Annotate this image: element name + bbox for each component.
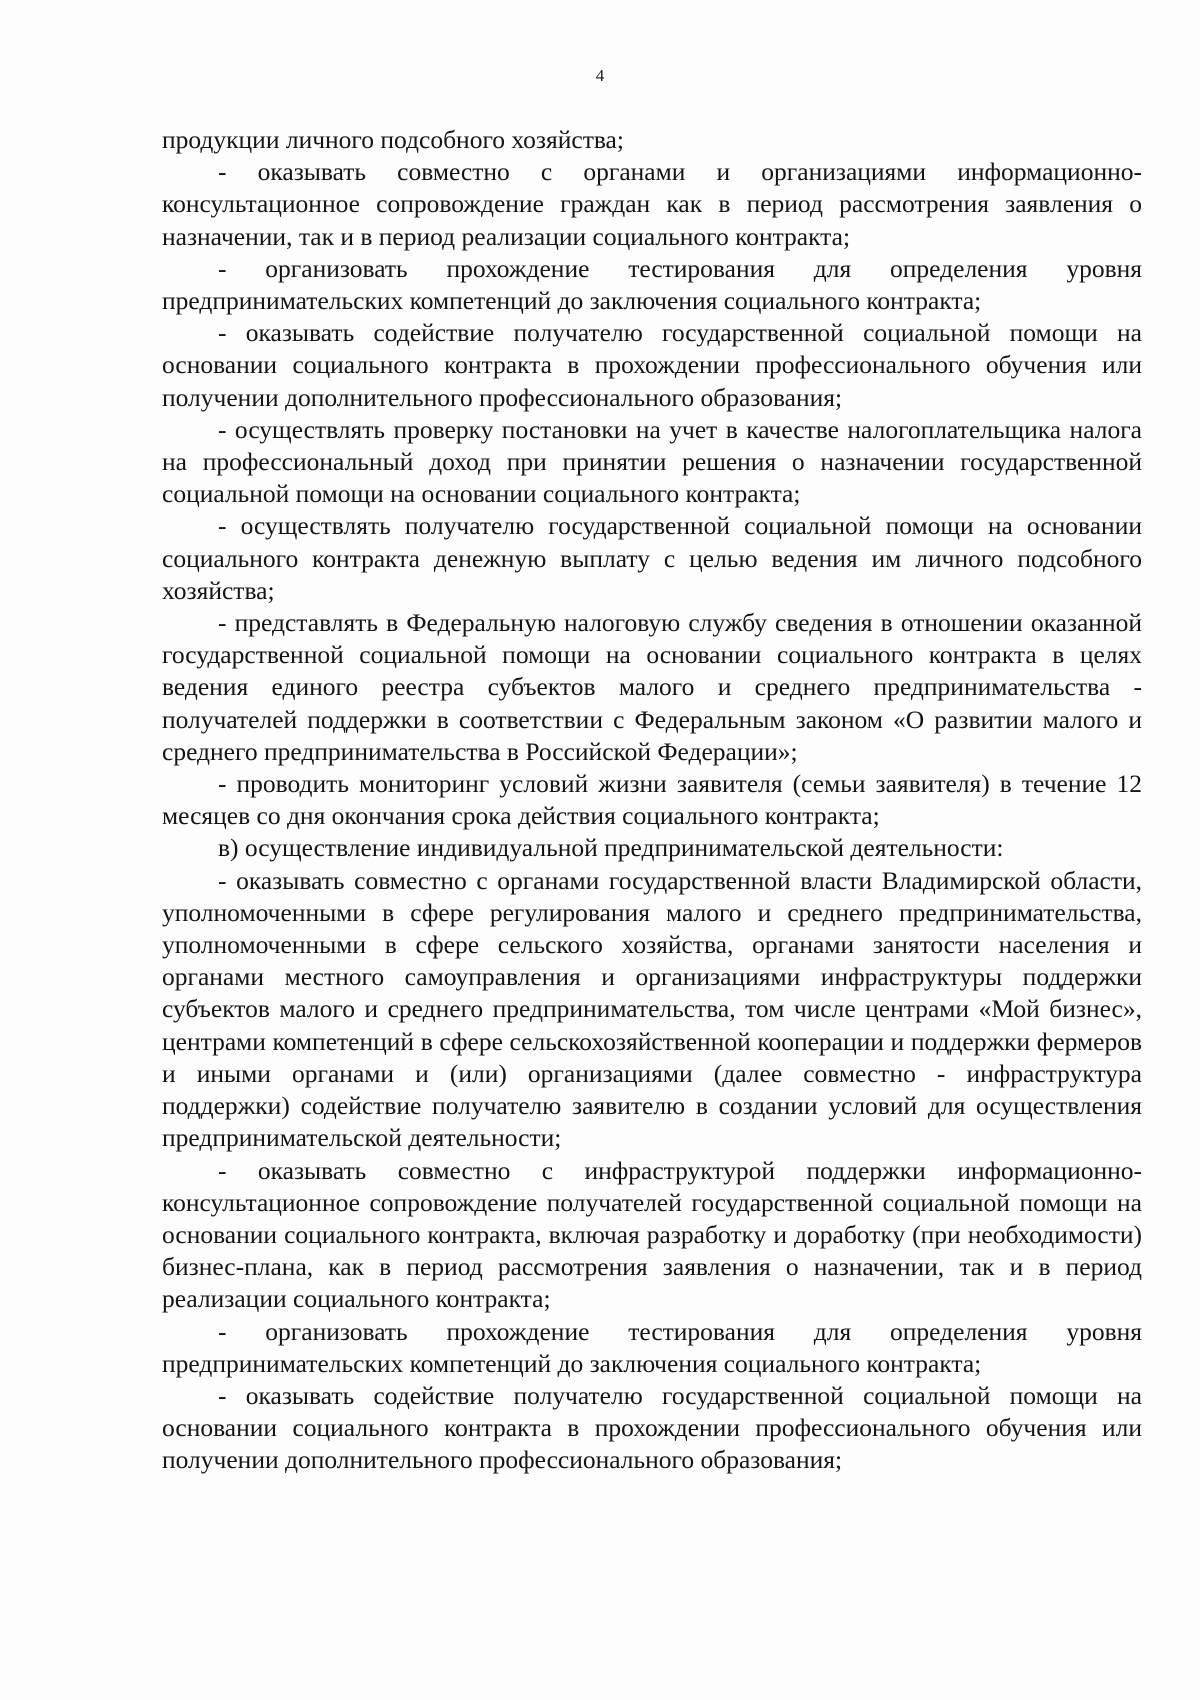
- paragraph: продукции личного подсобного хозяйства;: [162, 125, 624, 154]
- paragraph: - осуществлять проверку постановки на учет в качестве налогоплательщика налога на профессиональный доход при принятии решения о назначении государственной социальной помощи на основании социального контракта;: [162, 414, 1142, 509]
- paragraph: - проводить мониторинг условий жизни заявителя (семьи заявителя) в течение 12 месяцев со дня окончания срока действия социального контракта;: [162, 769, 1142, 831]
- paragraph: - оказывать совместно с органами и организациями информационно-консультационное сопровождение граждан как в период рассмотрения заявления о назначении, так и в период реализации социального контракта;: [162, 157, 1142, 251]
- page-number: 4: [595, 66, 605, 85]
- paragraph: - осуществлять получателю государственной социальной помощи на основании социального контракта денежную выплату с целью ведения им личного подсобного хозяйства;: [162, 511, 1142, 605]
- paragraph: - оказывать совместно с органами государственной власти Владимирской области, уполномоченными в сфере регулирования малого и среднего предпринимательства, уполномоченными в сфере сельского хозяйства, органами занятости населения и органами местного самоуправления и организациями инфраструктуры поддержки субъектов малого и среднего предпринимательства, том числе центрами «Мой бизнес», центрами компетенций в сфере сельскохозяйственной кооперации и поддержки фермеров и иными органами и (или) организациями (далее совместно - инфраструктура поддержки) содействие получателю заявителю в создании условий для осуществления предпринимательской деятельности;: [162, 865, 1142, 1153]
- paragraph: - представлять в Федеральную налоговую службу сведения в отношении оказанной государственной социальной помощи на основании социального контракта в целях ведения единого реестра субъектов малого и среднего предпринимательства - получателей поддержки в соответствии с Федеральным законом «О развитии малого и среднего предпринимательства в Российской Федерации»;: [162, 608, 1142, 766]
- paragraph: - организовать прохождение тестирования для определения уровня предпринимательских компетенций до заключения социального контракта;: [162, 253, 1142, 316]
- paragraph: в) осуществление индивидуальной предпринимательской деятельности:: [218, 833, 1004, 863]
- paragraph: - оказывать совместно с инфраструктурой поддержки информационно-консультационное сопровождение получателей государственной социальной помощи на основании социального контракта, включая разработку и доработку (при необходимости) бизнес-плана, как в период рассмотрения заявления о назначении, так и в период реализации социального контракта;: [162, 1155, 1142, 1314]
- document-body: [162, 124, 1142, 1477]
- paragraph: - организовать прохождение тестирования для определения уровня предпринимательских компетенций до заключения социального контракта;: [162, 1316, 1142, 1378]
- paragraph: - оказывать содействие получателю государственной социальной помощи на основании социального контракта в прохождении профессионального обучения или получении дополнительного профессионального образования;: [162, 318, 1142, 412]
- paragraph: - оказывать содействие получателю государственной социальной помощи на основании социального контракта в прохождении профессионального обучения или получении дополнительного профессионального образования;: [162, 1380, 1142, 1475]
